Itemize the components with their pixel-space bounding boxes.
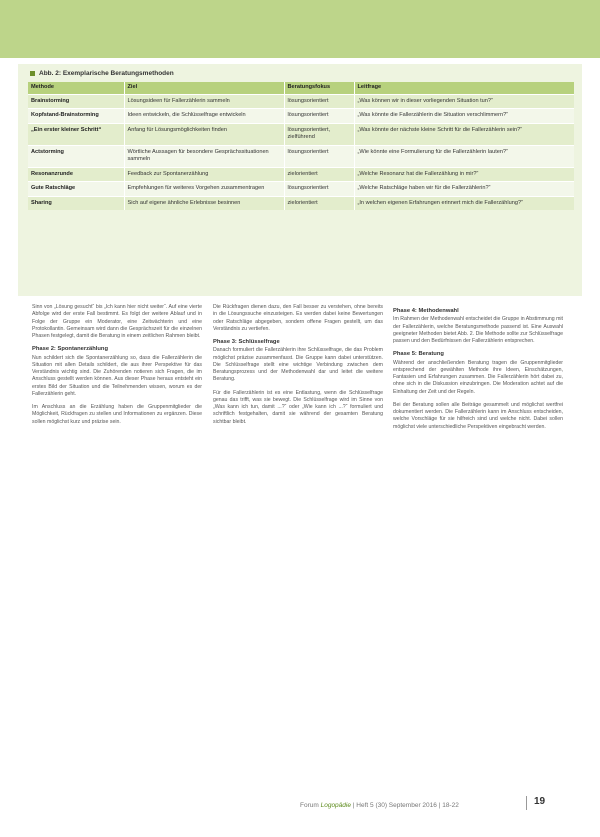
table-cell: Wörtliche Aussagen für besondere Gesprächssituationen sammeln [124,145,284,167]
table-header-row [28,82,574,94]
section-heading: Phase 4: Methodenwahl [393,308,459,314]
paragraph: Nun schildert sich die Spontanerzählung so, dass die Fallerzählerin die Situation mit allen Details schildert, die aus ihrer Perspektive für das Verständnis wichtig sind. Die Zuhörenden notieren sich Fragen, die im Anschluss gestellt werden können. Aus dieser Phase heraus entsteht ein erstes Bild der Situation und die Teilnehmenden wissen, worum es der Fallerzählerin geht. [32,354,202,397]
table-cell: „Welche Resonanz hat die Fallerzählung in mir?“ [354,167,574,182]
figure-caption-text: Abb. 2: Exemplarische Beratungsmethoden [39,70,174,77]
table-cell: lösungsorientiert [284,145,354,167]
text-column-3 [393,304,563,744]
table-cell: lösungsorientiert, zielführend [284,123,354,145]
section-heading: Phase 2: Spontanerzählung [32,346,109,353]
table-cell: Sharing [28,196,124,210]
figure-caption [30,70,174,77]
table-header-cell: Ziel [124,82,284,94]
table-cell: Actstorming [28,145,124,167]
table-cell: „Welche Ratschläge haben wir für die Fallerzählerin?“ [354,182,574,197]
table-row [28,145,574,167]
table-cell: lösungsorientiert [284,109,354,124]
table-cell: Sich auf eigene ähnliche Erlebnisse besinnen [124,196,284,210]
paragraph: Während der anschließenden Beratung tragen die Gruppenmitglieder entsprechend der gewählten Methode ihre Ideen, Einschätzungen, Fantasien und Erfahrungen zusammen. Die Fallerzählerin hört dabei zu, ohne sich in die Diskussion einzubringen. Die Moderation achtet auf die Einhaltung der Zeit und der Regeln. [393,359,563,395]
table-cell: Gute Ratschläge [28,182,124,197]
table-cell: zielorientiert [284,196,354,210]
table-cell: Brainstorming [28,94,124,109]
page-number: 19 [534,796,546,807]
table-row [28,109,574,124]
footer-issue: Heft 5 (30) September 2016 [356,802,437,809]
table-header-cell: Methode [28,82,124,94]
paragraph: Die Rückfragen dienen dazu, den Fall besser zu verstehen, ohne bereits in die Lösungssuche einzusteigen. Es werden dabei keine Bewertungen oder Ratschläge abgegeben, sondern offene Fragen gestellt, um das Verständnis zu vertiefen. [213,304,383,332]
paragraph: Für die Fallerzählerin ist es eine Entlastung, wenn die Schlüsselfrage genau das trifft, was sie bewegt. Die Schlüsselfrage wird im Sinne von „Was kann ich tun, damit ...?“ oder „Wie kann ich ...?“ formuliert und schriftlich festgehalten, damit sie während der gesamten Beratung sichtbar bleibt. [213,389,383,425]
text-column-1 [32,304,202,744]
figure-box [18,64,582,296]
table-cell: Anfang für Lösungsmöglichkeiten finden [124,123,284,145]
table-cell: Lösungsideen für Fallerzählerin sammeln [124,94,284,109]
paragraph: Im Rahmen der Methodenwahl entscheidet die Gruppe in Abstimmung mit der Fallerzählerin, welche Beratungsmethode passend ist. Eine Auswahl geeigneter Methoden bietet Abb. 2. Die Methode sollte zur Schlüsselfrage passen und den Bedürfnissen der Fallerzählerin entsprechen. [393,316,563,344]
table-cell: zielorientiert [284,167,354,182]
table-cell: „Wie könnte eine Formulierung für die Fallerzählerin lauten?“ [354,145,574,167]
methods-table [28,82,574,210]
top-color-band [0,0,600,58]
table-cell: Ideen entwickeln, die Schlüsselfrage entwickeln [124,109,284,124]
footer-pages: 18-22 [442,802,459,809]
table-cell: Resonanzrunde [28,167,124,182]
table-cell: lösungsorientiert [284,94,354,109]
paragraph: Im Anschluss an die Erzählung haben die Gruppenmitglieder die Möglichkeit, Rückfragen zu stellen und Informationen zu ergänzen. Diese sollen möglichst kurz und präzise sein. [32,404,202,425]
table-cell: „Ein erster kleiner Schritt“ [28,123,124,145]
table-row [28,167,574,182]
table-row [28,182,574,197]
section-heading: Phase 5: Beratung [393,351,444,358]
page-footer: Forum Logopädie | Heft 5 (30) September 2016 | 18-22 [300,802,459,809]
text-column-2 [213,304,383,744]
footer-prefix: Forum [300,802,319,809]
table-cell: Kopfstand-Brainstorming [28,109,124,124]
paragraph: Danach formuliert die Fallerzählerin ihre Schlüsselfrage, die das Problem möglichst präzise zusammenfasst. Die Gruppe kann dabei unterstützen. Die Schlüsselfrage stellt eine wichtige Verbindung zwischen dem Beratungsprozess und der Methodenwahl dar und leitet die weitere Beratung. [213,347,383,383]
table-row [28,196,574,210]
table-cell: lösungsorientiert [284,182,354,197]
table-cell: „Was könnte die Fallerzählerin die Situation verschlimmern?“ [354,109,574,124]
footer-divider [526,796,527,810]
table-row [28,123,574,145]
table-header-cell: Leitfrage [354,82,574,94]
paragraph: Bei der Beratung sollen alle Beiträge gesammelt und möglichst wertfrei dokumentiert werden. Die Fallerzählerin kann im Anschluss entscheiden, welche Vorschläge für sie hilfreich sind und welche nicht. Dabei sollen möglichst viele unterschiedliche Perspektiven eingebracht werden. [393,401,563,430]
paragraph: Sinn von „Lösung gesucht“ bis „Ich kann hier nicht weiter“. Auf eine vierte Abfolge wird der erste Fall bestimmt. Es folgt der weitere Ablauf und in Folge der Gruppe ein Moderator, eine Zeitwächterin und eine Protokollantin. Gemeinsam wird dann die Gesprächszeit für die einzelnen Phasen festgelegt, damit die Beratung in einem zeitlichen Rahmen bleibt. [32,304,202,339]
table-cell: Feedback zur Spontanerzählung [124,167,284,182]
table-header-cell: Beratungsfokus [284,82,354,94]
table-cell: Empfehlungen für weiteres Vorgehen zusammentragen [124,182,284,197]
table-row [28,94,574,109]
caption-square-icon [30,71,35,76]
table-cell: „Was könnte der nächste kleine Schritt für die Fallerzählerin sein?“ [354,123,574,145]
footer-journal: Logopädie [320,802,351,809]
table-cell: „In welchen eigenen Erfahrungen erinnert mich die Fallerzählung?“ [354,196,574,210]
section-heading: Phase 3: Schlüsselfrage [213,339,280,345]
table-cell: „Was können wir in dieser vorliegenden Situation tun?“ [354,94,574,109]
